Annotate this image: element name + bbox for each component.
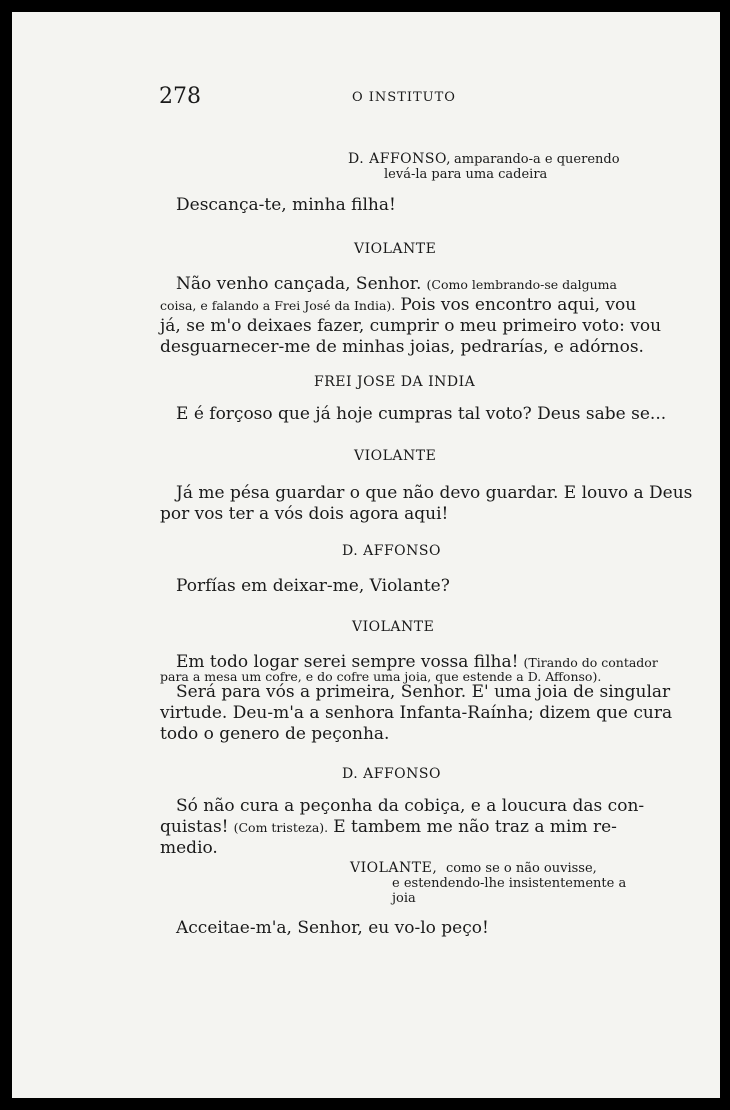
dialogue-line: Acceitae-m'a, Senhor, eu vo-lo peço!: [176, 918, 489, 938]
stage-direction: para a mesa um cofre, e do cofre uma joia, que estende a D. Affonso).: [160, 669, 602, 684]
stage-direction: coisa, e falando a Frei José da India).: [160, 298, 396, 313]
dialogue-line: Descança-te, minha filha!: [176, 195, 396, 215]
stage-direction: (Com tristeza).: [233, 820, 329, 835]
stage-direction: amparando-a e querendo: [454, 152, 620, 167]
dialogue-line: Já me pésa guardar o que não devo guardar. E louvo a Deus: [176, 483, 693, 503]
dialogue-line: [176, 274, 642, 294]
dialogue-text: quistas!: [160, 817, 229, 837]
speaker-d-affonso: D. AFFONSO,: [348, 151, 452, 167]
speaker-d-affonso: D. AFFONSO: [342, 766, 441, 782]
document-page: [12, 12, 720, 1098]
speaker-violante: VIOLANTE: [354, 241, 437, 257]
dialogue-line: [160, 295, 636, 315]
dialogue-line: por vos ter a vós dois agora aqui!: [160, 504, 449, 524]
page-number: 278: [159, 84, 201, 109]
stage-direction: como se o não ouvisse,: [446, 861, 597, 876]
stage-direction: joia: [392, 891, 416, 906]
dialogue-line: todo o genero de peçonha.: [160, 724, 390, 744]
dialogue-line: Só não cura a peçonha da cobiça, e a loucura das con-: [176, 796, 645, 816]
dialogue-text: Em todo logar serei sempre vossa filha!: [176, 652, 519, 672]
stage-direction: (Como lembrando-se dalguma: [426, 277, 617, 292]
stage-direction: e estendendo-lhe insistentemente a: [392, 876, 627, 891]
dialogue-line: Será para vós a primeira, Senhor. E' uma joia de singular: [176, 682, 671, 702]
dialogue-line: virtude. Deu-m'a a senhora Infanta-Raínha; dizem que cura: [160, 703, 673, 723]
dialogue-line: medio.: [160, 838, 218, 858]
dialogue-text: Não venho cançada, Senhor.: [176, 274, 422, 294]
dialogue-line: E é forçoso que já hoje cumpras tal voto? Deus sabe se...: [176, 404, 667, 424]
dialogue-text: Pois vos encontro aqui, vou: [400, 295, 637, 315]
speaker-violante: VIOLANTE: [354, 448, 437, 464]
dialogue-text: E tambem me não traz a mim re-: [333, 817, 617, 837]
dialogue-line: Porfías em deixar-me, Violante?: [176, 576, 450, 596]
stage-direction: (Tirando do contador: [523, 655, 658, 670]
speaker-frei-jose: FREI JOSE DA INDIA: [314, 374, 476, 390]
dialogue-line: desguarnecer-me de minhas joias, pedrarías, e adórnos.: [160, 337, 644, 357]
speaker-violante: VIOLANTE: [352, 619, 435, 635]
stage-direction: levá-la para uma cadeira: [384, 167, 548, 182]
speaker-d-affonso: D. AFFONSO: [342, 543, 441, 559]
running-title: O INSTITUTO: [352, 90, 456, 105]
dialogue-line: já, se m'o deixaes fazer, cumprir o meu primeiro voto: vou: [160, 316, 662, 336]
dialogue-line: [160, 817, 617, 837]
speaker-violante: VIOLANTE,: [350, 860, 438, 876]
